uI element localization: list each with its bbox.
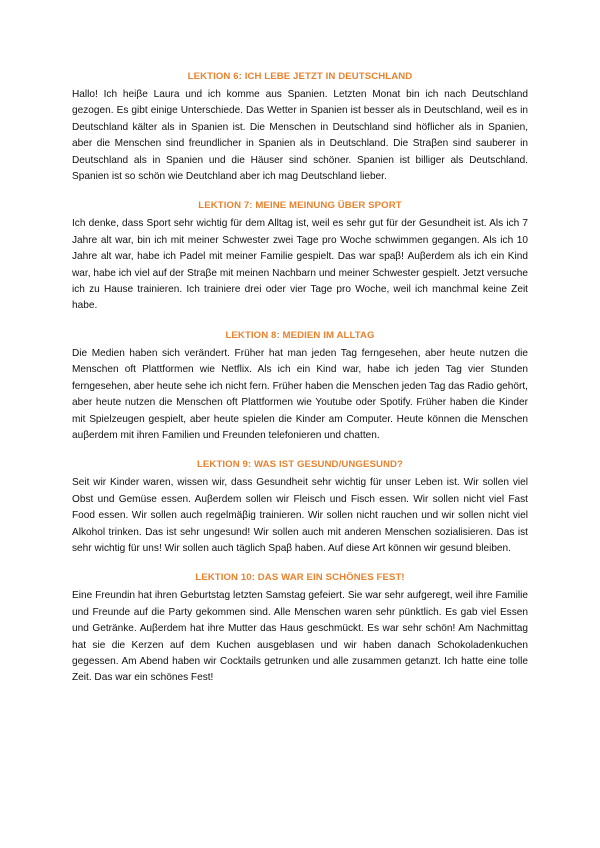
lesson-title: LEKTION 6: ICH LEBE JETZT IN DEUTSCHLAND [187,71,413,82]
lesson-9 [72,458,528,557]
lesson-text: Seit wir Kinder waren, wissen wir, dass Gesundheit sehr wichtig für unser Leben ist. Wir sollen viel Obst und Gemüse essen. Auβerdem sollen wir Fleisch und Fisch essen. Wir sollen nicht viel Fast Food essen. Wir sollen auch regelmäβig trainieren. Wir sollen nicht rauchen und wir sollen nicht viel Alkohol trinken. Das ist sehr ungesund! Wir sollen auch mit anderen Menschen sozialisieren. Das ist sehr wichtig für uns! Wir sollen auch täglich Spaβ haben. Auf diese Art können wir gesund bleiben. [72,477,528,554]
lesson-10 [72,571,528,686]
lesson-text: Die Medien haben sich verändert. Früher hat man jeden Tag ferngesehen, aber heute nutzen die Menschen oft Plattformen wie Netflix. Als ich ein Kind war, habe ich jeden Tag vier Stunden ferngesehen, aber heute sehe ich nicht fern. Früher haben die Menschen jeden Tag das Radio gehört, aber heute nutzen die Menschen oft Plattformen wie Youtube oder Spotify. Früher haben die Kinder mit Spielzeugen gespielt, aber heute spielen die Kinder am Computer. Heute können die Menschen auβerdem mit ihren Familien und Freunden telefonieren und chatten. [72,347,528,441]
lesson-title: LEKTION 10: DAS WAR EIN SCHÖNES FEST! [195,572,405,584]
lesson-text: Eine Freundin hat ihren Geburtstag letzten Samstag gefeiert. Sie war sehr aufgeregt, weil ihre Familie und Freunde auf die Party gekommen sind. Alle Menschen waren sehr pünktlich. Es gab viel Essen und Getränke. Auβerdem hat ihre Mutter das Haus geschmückt. Es war sehr schön! Am Nachmittag hat sie die Kerzen auf dem Kuchen ausgeblasen und wir haben danach Schokoladenkuchen gegessen. Am Abend haben wir Cocktails getrunken und alle zusammen getanzt. Ich hatte eine tolle Zeit. Das war ein schönes Fest! [72,590,528,684]
lesson-8 [72,329,528,444]
lesson-7 [72,199,528,314]
lesson-6 [72,70,528,185]
lesson-title: LEKTION 7: MEINE MEINUNG ÜBER SPORT [198,200,402,212]
lesson-text: Hallo! Ich heiβe Laura und ich komme aus Spanien. Letzten Monat bin ich nach Deutschland gezogen. Es gibt einige Unterschiede. Das Wetter in Spanien ist besser als in Deutschland, weil es in Deutschland kälter als in Spanien ist. Die Menschen in Deutschland sind höflicher als in Spanien, aber die Menschen sind freundlicher in Spanien als in Deutschland. Die Straβen sind sauberer in Deutschland als in Spanien und die Häuser sind schöner. Spanien ist billiger als Deutschland. Spanien ist so schön wie Deutchland aber ich mag Deutschland lieber. [72,89,528,183]
lesson-text: Ich denke, dass Sport sehr wichtig für dem Alltag ist, weil es sehr gut für der Gesundheit ist. Als ich 7 Jahre alt war, bin ich mit meiner Schwester zwei Tage pro Woche schwimmen gegangen. Als ich 10 Jahre alt war, habe ich Padel mit meiner Familie gespielt. Das war spaβ! Auβerdem als ich ein Kind war, habe ich viel auf der Straβe mit meinen Nachbarn und meiner Schwester gespielt. Jetzt versuche ich zu Hause trainieren. Ich trainiere drei oder vier Tage pro Woche, weil ich manchmal keine Zeit habe. [72,218,528,312]
lesson-title: LEKTION 8: MEDIEN IM ALLTAG [225,329,375,341]
document-page [72,70,528,701]
lesson-title: LEKTION 9: WAS IST GESUND/UNGESUND? [196,459,404,471]
